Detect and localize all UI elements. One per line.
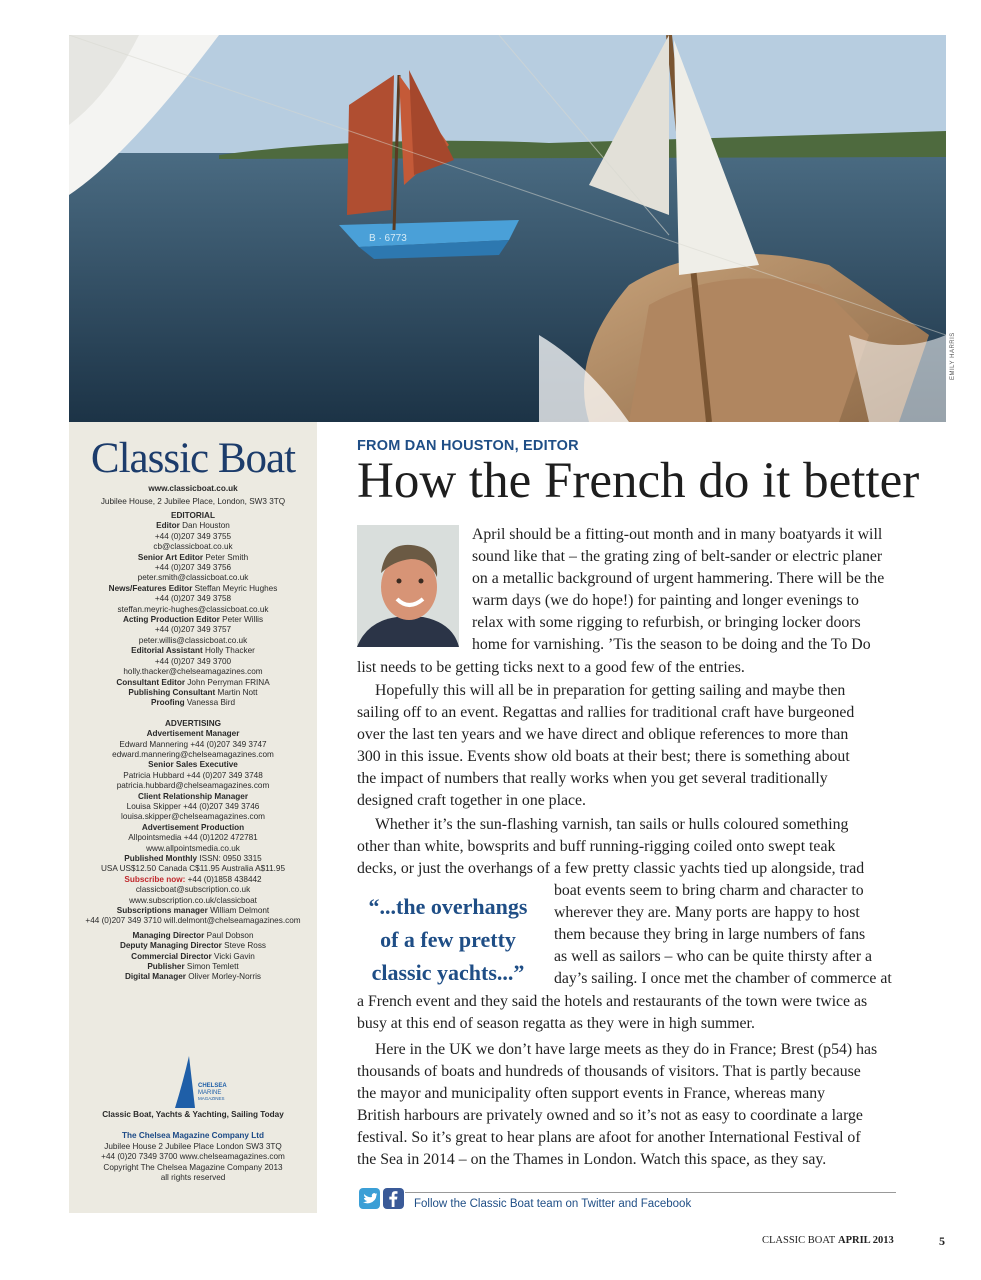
email-link[interactable]: patricia.hubbard@chelseamagazines.com bbox=[116, 781, 270, 791]
divider bbox=[405, 1192, 896, 1193]
email-link[interactable]: classicboat@subscription.co.uk bbox=[135, 885, 251, 895]
staff-entry: Proofing Vanessa Bird bbox=[150, 698, 236, 708]
subscribe-line: Subscribe now: +44 (0)1858 438442 bbox=[124, 874, 262, 884]
contact: Patricia Hubbard +44 (0)207 349 3748 bbox=[123, 770, 263, 780]
email-link[interactable]: steffan.meyric-hughes@classicboat.co.uk bbox=[117, 604, 269, 614]
company-address: Jubilee House 2 Jubilee Place London SW3 3TQ bbox=[104, 1141, 282, 1151]
phone: +44 (0)207 349 3700 bbox=[154, 656, 232, 666]
masthead-sidebar bbox=[69, 422, 317, 1213]
phone: +44 (0)207 349 3757 bbox=[154, 625, 232, 635]
svg-text:MAGAZINES: MAGAZINES bbox=[198, 1096, 225, 1101]
folio-issue: APRIL 2013 bbox=[838, 1235, 894, 1246]
staff-role: Senior Sales Executive bbox=[148, 760, 238, 770]
text-line: wherever they are. Many ports are happy to host bbox=[554, 904, 860, 922]
staff-entry: Consultant Editor John Perryman FRINA bbox=[116, 677, 270, 687]
pull-quote-line: “...the overhangs bbox=[368, 894, 528, 919]
article-headline: How the French do it better bbox=[357, 453, 920, 509]
folio-magazine: CLASSIC BOAT bbox=[762, 1235, 836, 1246]
svg-text:CHELSEA: CHELSEA bbox=[198, 1083, 227, 1089]
pull-quote bbox=[358, 890, 538, 989]
website-link[interactable]: www.classicboat.co.uk bbox=[148, 484, 238, 493]
text-line: sound like that – the grating zing of belt-sander or electric planer bbox=[472, 548, 883, 566]
text-line: on a metallic background of urgent hammering. There will be the bbox=[472, 570, 885, 588]
staff-entry: News/Features Editor Steffan Meyric Hughes bbox=[108, 583, 278, 593]
chelsea-marine-logo bbox=[169, 1052, 239, 1112]
svg-text:MARINE: MARINE bbox=[198, 1090, 222, 1096]
text-line: them because they bring in large numbers of fans bbox=[554, 926, 866, 944]
staff-list bbox=[69, 511, 317, 983]
pull-quote-line: of a few pretty bbox=[380, 927, 516, 952]
article-kicker: FROM DAN HOUSTON, EDITOR bbox=[357, 438, 579, 454]
phone: +44 (0)207 349 3755 bbox=[154, 531, 232, 541]
sail-number: B · 6773 bbox=[369, 233, 407, 244]
text-line: as well as sailors – who can be quite thirsty after a bbox=[554, 948, 873, 966]
editorial-heading: EDITORIAL bbox=[171, 511, 215, 520]
company-name: The Chelsea Magazine Company Ltd bbox=[122, 1131, 264, 1141]
paragraph-3-tail bbox=[357, 991, 867, 1035]
sail-logo-icon bbox=[169, 1052, 239, 1112]
company-contact: +44 (0)20 7349 3700 www.chelseamagazines.com bbox=[101, 1152, 285, 1162]
publication-info: Published Monthly ISSN: 0950 3315 bbox=[124, 854, 262, 863]
text-line: Hopefully this will all be in preparation for getting sailing and maybe then bbox=[375, 682, 846, 699]
paragraph-1-tail bbox=[357, 657, 745, 679]
classic-boat-logo: Classic Boat bbox=[90, 435, 296, 482]
copyright-rights: all rights reserved bbox=[160, 1173, 226, 1183]
staff-entry: Publisher Simon Temlett bbox=[147, 962, 239, 972]
text-line: thousands of boats and hundreds of thousands of visitors. That is partly because bbox=[357, 1063, 861, 1081]
hero-photo bbox=[69, 35, 946, 422]
phone: +44 (0)207 349 3756 bbox=[154, 563, 232, 573]
editor-portrait-illustration bbox=[357, 525, 459, 647]
contact: Louisa Skipper +44 (0)207 349 3746 bbox=[126, 801, 260, 811]
text-line: the impact of numbers that really works when you get several traditionally bbox=[357, 770, 828, 788]
address: Jubilee House, 2 Jubilee Place, London, SW3 3TQ bbox=[100, 497, 286, 506]
website-link[interactable]: www.subscription.co.uk/classicboat bbox=[129, 895, 257, 905]
staff-entry: Acting Production Editor Peter Willis bbox=[122, 615, 264, 625]
text-line: decks, or just the overhangs of a few pretty classic yachts tied up alongside, trad bbox=[357, 860, 865, 878]
contact: +44 (0)207 349 3710 will.delmont@chelseamagazines.com bbox=[85, 916, 301, 926]
email-link[interactable]: holly.thacker@chelseamagazines.com bbox=[123, 667, 263, 677]
text-line: the mayor and municipality often support events in France, whereas many bbox=[357, 1085, 826, 1103]
prices: USA US$12.50 Canada C$11.95 Australia A$11.95 bbox=[100, 864, 286, 874]
staff-entry: Deputy Managing Director Steve Ross bbox=[119, 941, 267, 951]
paragraph-2 bbox=[357, 680, 854, 813]
staff-entry: Publishing Consultant Martin Nott bbox=[128, 687, 258, 697]
text-line: home for varnishing. ’Tis the season to be doing and the To Do bbox=[472, 636, 871, 654]
text-line: busy at this end of season regatta as they were in high summer. bbox=[357, 1015, 755, 1033]
staff-entry: Managing Director Paul Dobson bbox=[132, 930, 254, 940]
text-line: other than white, bowsprits and buff running-rigging coiled onto swept teak bbox=[357, 838, 836, 856]
text-line: over the last ten years and we have direct and oblique references to more than bbox=[357, 726, 849, 744]
sailing-scene-illustration bbox=[69, 35, 946, 422]
staff-role: Advertisement Production bbox=[141, 822, 245, 832]
email-link[interactable]: louisa.skipper@chelseamagazines.com bbox=[121, 812, 265, 822]
staff-entry: Digital Manager Oliver Morley-Norris bbox=[124, 972, 262, 982]
follow-link[interactable]: Follow the Classic Boat team on Twitter and Facebook bbox=[414, 1198, 692, 1210]
page-number: 5 bbox=[939, 1234, 945, 1248]
editor-portrait bbox=[357, 525, 459, 647]
email-link[interactable]: edward.mannering@chelseamagazines.com bbox=[112, 749, 274, 759]
copyright: Copyright The Chelsea Magazine Company 2013 bbox=[103, 1162, 283, 1172]
email-link[interactable]: cb@classicboat.co.uk bbox=[153, 542, 233, 552]
contact: Edward Mannering +44 (0)207 349 3747 bbox=[119, 739, 267, 749]
text-line: the Sea in 2014 – on the Thames in London. Watch this space, as they say. bbox=[357, 1151, 827, 1169]
text-line: festival. So it’s great to hear plans are afoot for another International Festival of bbox=[357, 1129, 861, 1147]
staff-entry: Editor Dan Houston bbox=[156, 521, 230, 531]
text-line: Whether it’s the sun-flashing varnish, tan sails or hulls coloured something bbox=[375, 816, 849, 833]
staff-entry: Commercial Director Vicki Gavin bbox=[131, 951, 255, 961]
phone: +44 (0)207 349 3758 bbox=[154, 594, 232, 604]
text-line: Here in the UK we don’t have large meets as they do in France; Brest (p54) has bbox=[375, 1041, 878, 1058]
email-link[interactable]: peter.willis@classicboat.co.uk bbox=[138, 635, 248, 645]
staff-entry: Senior Art Editor Peter Smith bbox=[137, 552, 249, 562]
text-line: list needs to be getting ticks next to a good few of the entries. bbox=[357, 659, 745, 676]
text-line: day’s sailing. I once met the chamber of commerce at bbox=[554, 970, 892, 988]
text-line: designed craft together in one place. bbox=[357, 792, 586, 810]
advertising-heading: ADVERTISING bbox=[165, 718, 221, 728]
website-link[interactable]: www.allpointsmedia.co.uk bbox=[146, 843, 240, 853]
text-line: warm days (we do hope!) for painting and longer evenings to bbox=[472, 592, 859, 610]
text-line: British harbours are privately owned and so it’s not as easy to coordinate a large bbox=[357, 1107, 863, 1125]
text-line: April should be a fitting-out month and in many boatyards it will bbox=[472, 526, 883, 543]
paragraph-1-wrap bbox=[472, 524, 884, 657]
photo-credit: EMILY HARRIS bbox=[950, 332, 956, 380]
text-line: sailing off to an event. Regattas and rallies for traditional craft have burgeoned bbox=[357, 704, 855, 722]
text-line: relax with some rigging to refurbish, or bringing locker doors bbox=[472, 614, 861, 632]
paragraph-3-beside-quote bbox=[554, 880, 892, 990]
paragraph-3-top bbox=[357, 814, 864, 880]
email-link[interactable]: peter.smith@classicboat.co.uk bbox=[137, 573, 249, 583]
staff-entry: Subscriptions manager William Delmont bbox=[116, 906, 270, 916]
publisher-footer bbox=[69, 1110, 317, 1183]
facebook-icon[interactable] bbox=[383, 1188, 404, 1209]
twitter-icon[interactable] bbox=[359, 1188, 380, 1209]
titles: Classic Boat, Yachts & Yachting, Sailing Today bbox=[102, 1110, 284, 1119]
social-follow-bar bbox=[357, 1188, 896, 1214]
paragraph-4 bbox=[357, 1039, 877, 1172]
staff-role: Client Relationship Manager bbox=[137, 791, 249, 801]
text-line: 300 in this issue. Events show old boats at their best; there is something about bbox=[357, 748, 850, 766]
staff-entry: Editorial Assistant Holly Thacker bbox=[131, 646, 255, 656]
text-line: boat events seem to bring charm and character to bbox=[554, 882, 864, 899]
text-line: a French event and they said the hotels and restaurants of the town were twice as bbox=[357, 993, 868, 1010]
staff-role: Advertisement Manager bbox=[146, 729, 240, 739]
contact: Allpointsmedia +44 (0)1202 472781 bbox=[128, 833, 258, 843]
pull-quote-line: classic yachts...” bbox=[371, 960, 525, 985]
